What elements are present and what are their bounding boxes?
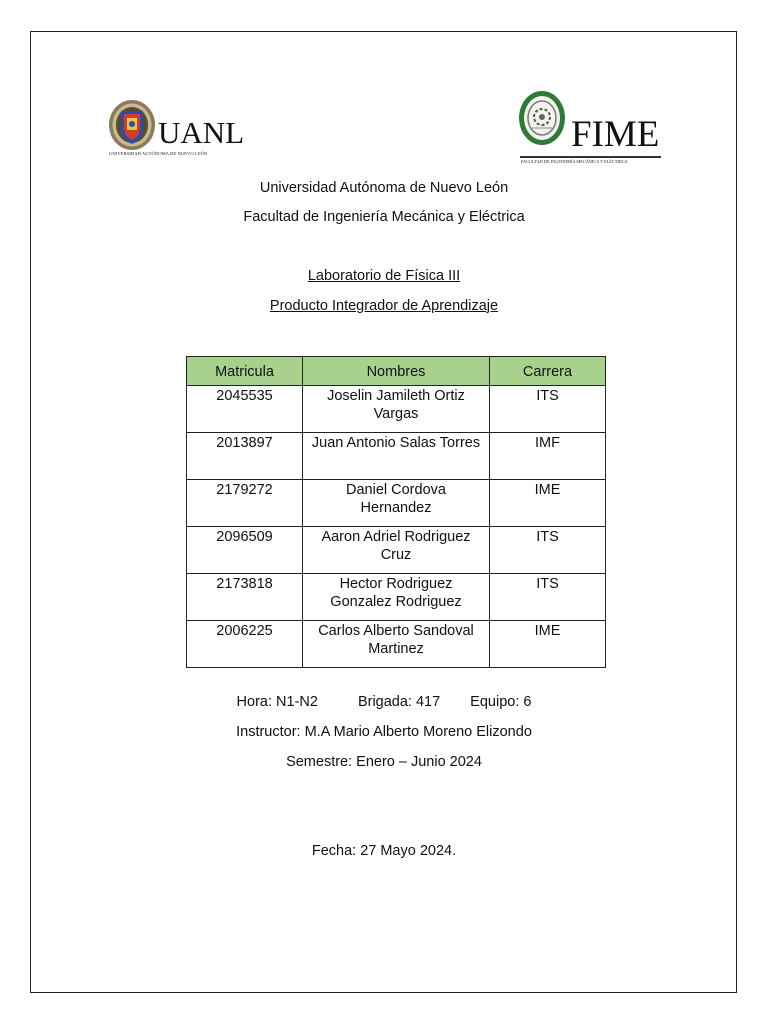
members-table bbox=[186, 356, 606, 668]
cell-matricula: 2045535 bbox=[187, 386, 303, 433]
equipo-text: Equipo: 6 bbox=[470, 694, 532, 710]
cell-matricula: 2179272 bbox=[187, 480, 303, 527]
fime-logo bbox=[518, 90, 668, 166]
table-header-row bbox=[187, 357, 606, 386]
header-nombres: Nombres bbox=[303, 357, 490, 386]
cell-nombre: Juan Antonio Salas Torres bbox=[303, 433, 490, 480]
uanl-logo bbox=[108, 97, 244, 161]
cell-carrera: ITS bbox=[490, 527, 606, 574]
product-title bbox=[0, 297, 768, 315]
instructor-text: Instructor: M.A Mario Alberto Moreno Elizondo bbox=[236, 724, 532, 740]
uanl-logo-subtitle: UNIVERSIDAD AUTÓNOMA DE NUEVO LEÓN bbox=[109, 151, 208, 156]
product-title-text: Producto Integrador de Aprendizaje bbox=[269, 298, 499, 314]
session-info bbox=[0, 693, 768, 711]
university-name: Universidad Autónoma de Nuevo León bbox=[259, 180, 509, 196]
table-row bbox=[187, 621, 606, 668]
table-row bbox=[187, 574, 606, 621]
cell-matricula: 2006225 bbox=[187, 621, 303, 668]
cell-matricula: 2013897 bbox=[187, 433, 303, 480]
fime-seal-icon bbox=[518, 90, 566, 146]
header-matricula: Matricula bbox=[187, 357, 303, 386]
cell-nombre: Aaron Adriel Rodriguez Cruz bbox=[303, 527, 490, 574]
faculty-name: Facultad de Ingeniería Mecánica y Eléctrica bbox=[243, 209, 525, 225]
uanl-logo-text: UANL bbox=[158, 115, 245, 150]
table-row bbox=[187, 527, 606, 574]
uanl-seal-icon bbox=[108, 99, 156, 151]
table-row bbox=[187, 433, 606, 480]
cell-carrera: IME bbox=[490, 621, 606, 668]
cell-carrera: ITS bbox=[490, 574, 606, 621]
header-carrera: Carrera bbox=[490, 357, 606, 386]
cell-carrera: IMF bbox=[490, 433, 606, 480]
cell-carrera: ITS bbox=[490, 386, 606, 433]
fime-logo-rule bbox=[520, 156, 661, 158]
table-row bbox=[187, 480, 606, 527]
table-row bbox=[187, 386, 606, 433]
fecha-text: Fecha: 27 Mayo 2024. bbox=[311, 843, 457, 859]
hora-text: Hora: N1-N2 bbox=[236, 694, 318, 710]
cell-carrera: IME bbox=[490, 480, 606, 527]
lab-title bbox=[0, 267, 768, 285]
cell-matricula: 2096509 bbox=[187, 527, 303, 574]
cell-matricula: 2173818 bbox=[187, 574, 303, 621]
cell-nombre: Carlos Alberto Sandoval Martinez bbox=[303, 621, 490, 668]
cell-nombre: Joselin Jamileth Ortiz Vargas bbox=[303, 386, 490, 433]
lab-title-text: Laboratorio de Física III bbox=[307, 268, 461, 284]
fime-logo-text: FIME bbox=[571, 114, 660, 155]
fime-logo-subtitle: FACULTAD DE INGENIERÍA MECÁNICA Y ELÉCTRICA bbox=[521, 159, 628, 164]
cell-nombre: Daniel Cordova Hernandez bbox=[303, 480, 490, 527]
semestre-text: Semestre: Enero – Junio 2024 bbox=[286, 754, 482, 770]
cell-nombre: Hector Rodriguez Gonzalez Rodriguez bbox=[303, 574, 490, 621]
brigada-text: Brigada: 417 bbox=[357, 694, 441, 710]
